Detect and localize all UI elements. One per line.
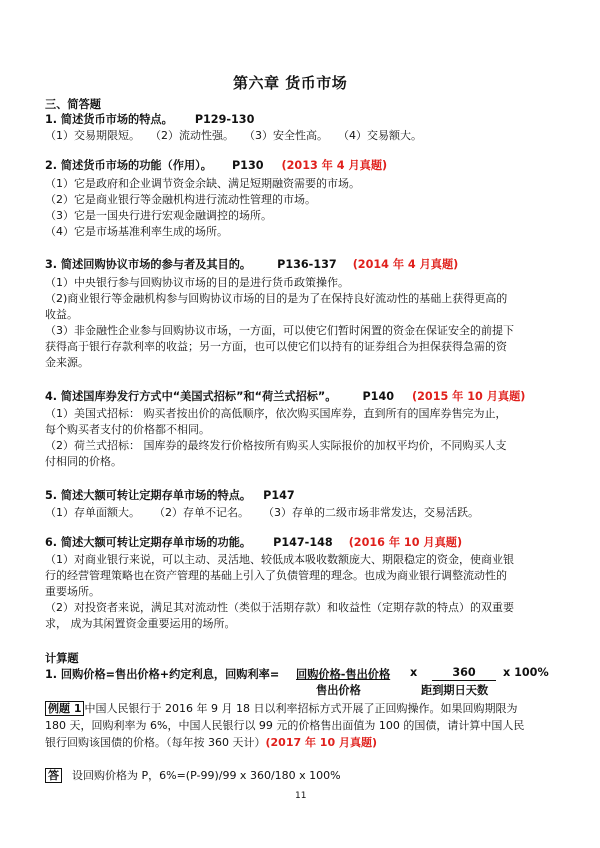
question-4-line: 付相同的价格。 — [45, 455, 122, 468]
exam-tag: (2015 年 10 月真题) — [412, 390, 526, 403]
list-item: （1）交易期限短。 — [45, 129, 140, 142]
question-2-line: （3）它是一国央行进行宏观金融调控的场所。 — [45, 209, 272, 222]
list-item: （2）存单不记名。 — [154, 506, 249, 519]
question-3-line: 获得高于银行存款利率的收益；另一方面，也可以使它们以持有的证券组合为担保获得急需的资 — [45, 340, 507, 353]
formula-lhs: 1. 回购价格=售出价格+约定利息，回购利率= — [45, 668, 280, 681]
list-item: （4）交易额大。 — [338, 129, 422, 142]
list-item: （3）安全性高。 — [244, 129, 328, 142]
question-4-heading — [45, 388, 525, 404]
calc-section-heading: 计算题 — [45, 652, 79, 665]
question-6-page-ref: P147-148 — [273, 536, 333, 549]
question-1-page-ref: P129-130 — [194, 113, 255, 126]
question-6-line: （1）对商业银行来说，可以主动、灵活地、较低成本吸收数额庞大、期限稳定的资金，使商业银 — [45, 553, 514, 566]
question-4-text: 4. 简述国库券发行方式中“美国式招标”和“荷兰式招标”。 — [45, 390, 337, 403]
question-3-line: （1）中央银行参与回购协议市场的目的是进行货币政策操作。 — [45, 276, 349, 289]
list-item: （3）存单的二级市场非常发达，交易活跃。 — [263, 506, 479, 519]
answer-text: 设回购价格为 P，6%=(P-99)/99 x 360/180 x 100% — [72, 769, 341, 782]
example-line-1 — [45, 700, 517, 716]
question-4-line: 每个购买者支付的价格都不相同。 — [45, 423, 210, 436]
question-4-line: （1）美国式招标： 购买者按出价的高低顺序，依次购买国库券，直到所有的国库券售完为止， — [45, 407, 507, 420]
example-line-2: 180 天，回购利率为 6%，中国人民银行以 99 元的价格售出面值为 100 的国债，请计算中国人民 — [45, 719, 525, 732]
exam-tag: (2017 年 10 月真题) — [265, 736, 377, 749]
chapter-title: 第六章 货币市场 — [233, 74, 348, 92]
formula-times-2: x 100% — [503, 666, 549, 679]
question-6-line: （2）对投资者来说，满足其对流动性（类似于活期存款）和收益性（定期存款的特点）的双重要 — [45, 601, 514, 614]
question-3-line: 收益。 — [45, 308, 78, 321]
example-line-3 — [45, 734, 377, 750]
question-1-text: 1. 简述货币市场的特点。 — [45, 113, 173, 126]
formula-fraction-2-numerator: 360 — [432, 666, 496, 681]
question-3-text: 3. 简述回购协议市场的参与者及其目的。 — [45, 258, 252, 271]
question-3-page-ref: P136-137 — [277, 258, 337, 271]
formula-fraction-1-numerator: 回购价格-售出价格 — [296, 668, 391, 681]
question-2-text: 2. 简述货币市场的功能（作用）。 — [45, 159, 212, 172]
question-1-heading — [45, 111, 254, 127]
question-3-line: 金来源。 — [45, 356, 89, 369]
question-3-heading — [45, 256, 458, 272]
list-item: （2）流动性强。 — [150, 129, 234, 142]
formula-fraction-1-denominator: 售出价格 — [316, 684, 361, 697]
question-2-line: （2）它是商业银行等金融机构进行流动性管理的市场。 — [45, 193, 316, 206]
example-text: 银行回购该国债的价格。（每年按 360 天计） — [45, 736, 266, 749]
answer-line — [45, 767, 341, 783]
exam-tag: (2014 年 4 月真题) — [352, 258, 459, 271]
page-number: 11 — [295, 791, 307, 801]
question-2-page-ref: P130 — [231, 159, 264, 172]
question-5-text: 5. 简述大额可转让定期存单市场的特点。 — [45, 489, 252, 502]
formula-fraction-2-denominator: 距到期日天数 — [421, 684, 489, 697]
formula-times-1: x — [410, 666, 418, 679]
question-6-text: 6. 简述大额可转让定期存单市场的功能。 — [45, 536, 252, 549]
question-4-line: （2）荷兰式招标： 国库券的最终发行价格按所有购买人实际报价的加权平均价，不同购买人支 — [45, 439, 507, 452]
question-3-line: （2)商业银行等金融机构参与回购协议市场的目的是为了在保持良好流动性的基础上获得更高的 — [45, 292, 508, 305]
question-2-line: （1）它是政府和企业调节资金余缺、满足短期融资需要的市场。 — [45, 177, 360, 190]
answer-label: 答 — [45, 768, 62, 783]
question-5-page-ref: P147 — [263, 489, 295, 502]
question-2-heading — [45, 157, 387, 173]
section-heading: 三、简答题 — [45, 98, 101, 111]
example-text: 中国人民银行于 2016 年 9 月 18 日以利率招标方式开展了正回购操作。如果回购期限为 — [84, 702, 518, 715]
exam-tag: (2016 年 10 月真题) — [348, 536, 463, 549]
question-1-points — [45, 127, 422, 143]
question-2-line: （4）它是市场基准利率生成的场所。 — [45, 225, 228, 238]
question-3-line: （3）非金融性企业参与回购协议市场，一方面，可以使它们暂时闲置的资金在保证安全的前提下 — [45, 324, 514, 337]
question-5-heading — [45, 487, 295, 503]
question-4-page-ref: P140 — [362, 390, 395, 403]
question-5-points — [45, 504, 479, 520]
question-6-heading — [45, 534, 462, 550]
list-item: （1）存单面额大。 — [45, 506, 140, 519]
question-6-line: 行的经营管理策略也在资产管理的基础上引入了负债管理的理念。也成为商业银行调整流动性的 — [45, 569, 507, 582]
question-6-line: 求， 成为其闲置资金重要运用的场所。 — [45, 617, 236, 630]
exam-tag: (2013 年 4 月真题) — [281, 159, 388, 172]
question-6-line: 重要场所。 — [45, 585, 100, 598]
example-label: 例题 1 — [45, 701, 84, 716]
